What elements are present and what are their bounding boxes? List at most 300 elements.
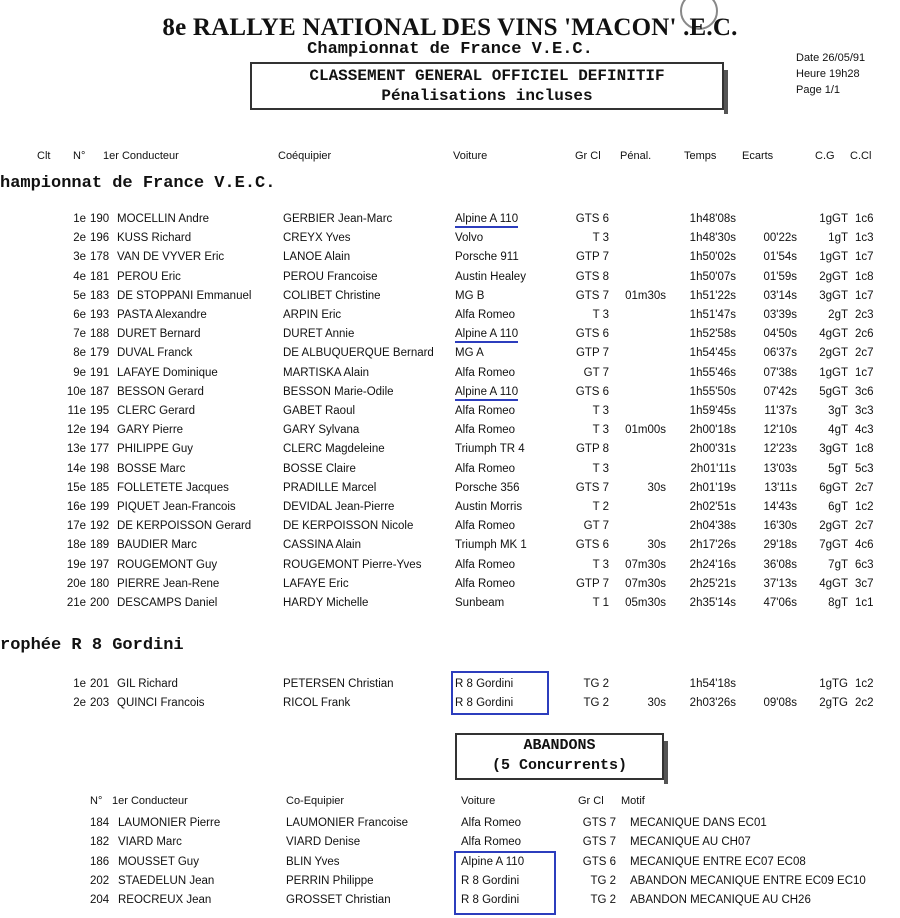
car-cell: Triumph TR 4 <box>455 443 525 456</box>
number-cell: 181 <box>90 270 110 283</box>
rank-cell: 15e <box>66 481 86 494</box>
class-rank-cell: 1c7 <box>855 366 874 379</box>
table-row <box>0 578 900 597</box>
class-rank-cell: 1c8 <box>855 443 874 456</box>
class-rank-cell: 2c7 <box>855 481 874 494</box>
driver-cell: LAFAYE Dominique <box>117 366 218 379</box>
number-cell: 190 <box>90 213 110 225</box>
driver-cell: KUSS Richard <box>117 232 192 245</box>
group-class-cell: GTS 8 <box>575 270 609 283</box>
ab-col-grcl: Gr Cl <box>578 795 604 807</box>
class-rank-cell: 6c3 <box>855 558 874 571</box>
codriver-cell: BESSON Marie-Odile <box>283 385 394 398</box>
number-cell: 178 <box>90 251 110 264</box>
gap-cell: 03'14s <box>763 289 797 302</box>
abandons-count: (5 Concurrents) <box>491 757 628 774</box>
gap-cell: 09'08s <box>763 697 797 709</box>
group-class-cell: T 3 <box>592 405 609 417</box>
class-rank-cell: 3c7 <box>855 577 874 590</box>
penalty-cell: 07m30s <box>625 558 666 571</box>
penalty-cell: 05m30s <box>625 597 666 609</box>
number-cell: 200 <box>90 597 110 609</box>
rank-cell: 14e <box>66 462 86 475</box>
driver-cell: DESCAMPS Daniel <box>117 597 218 609</box>
codriver-cell: GARY Sylvana <box>283 424 360 437</box>
class-rank-cell: 1c7 <box>855 289 874 302</box>
classement-box <box>250 62 724 110</box>
driver-cell: MOCELLIN Andre <box>117 213 210 225</box>
class-rank-cell: 2c7 <box>855 347 874 360</box>
driver-cell: PEROU Eric <box>117 270 181 283</box>
number-cell: 203 <box>90 697 110 709</box>
number-cell: 184 <box>90 817 110 829</box>
number-cell: 194 <box>90 424 110 437</box>
number-cell: 202 <box>90 874 110 887</box>
number-cell: 187 <box>90 385 110 398</box>
general-class-cell: 1gGT <box>819 251 848 264</box>
class-rank-cell: 1c3 <box>855 232 874 245</box>
group-class-cell: GTP 8 <box>575 443 609 456</box>
codriver-cell: HARDY Michelle <box>283 597 369 609</box>
time-cell: 2h25'21s <box>689 577 736 590</box>
general-class-cell: 1gGT <box>819 366 848 379</box>
car-cell: Alfa Romeo <box>461 817 522 829</box>
table-row <box>0 539 900 558</box>
col-clt: Clt <box>37 150 51 162</box>
group-class-cell: GTP 7 <box>575 347 609 360</box>
group-class-cell: T 3 <box>592 558 609 571</box>
time-cell: 1h59'45s <box>689 405 736 417</box>
group-class-cell: GTS 6 <box>575 385 609 398</box>
gordini-highlight-box <box>451 671 549 715</box>
time-cell: 2h00'18s <box>689 424 736 437</box>
driver-cell: QUINCI Francois <box>117 697 205 709</box>
abandon-highlight-box <box>454 851 556 915</box>
general-class-cell: 2gGT <box>819 347 848 360</box>
group-class-cell: GTS 7 <box>575 481 609 494</box>
penalty-cell: 01m00s <box>625 424 666 437</box>
car-cell: Alfa Romeo <box>455 366 516 379</box>
number-cell: 185 <box>90 481 110 494</box>
table-row <box>0 405 900 424</box>
ab-col-coequipier: Co-Equipier <box>286 795 345 807</box>
class-rank-cell: 1c2 <box>855 501 874 513</box>
rank-cell: 11e <box>67 405 86 417</box>
general-class-cell: 3gGT <box>819 289 848 302</box>
time-cell: 2h01'11s <box>690 462 736 475</box>
car-cell: Alfa Romeo <box>455 577 516 590</box>
gap-cell: 12'10s <box>763 424 797 437</box>
number-cell: 182 <box>90 836 110 849</box>
codriver-cell: PRADILLE Marcel <box>283 481 377 494</box>
time-cell: 1h54'18s <box>689 678 736 690</box>
rank-cell: 18e <box>66 539 86 552</box>
page-label: Page 1/1 <box>796 84 841 96</box>
table-row <box>0 328 900 347</box>
driver-cell: PASTA Alexandre <box>117 309 207 321</box>
time-cell: 1h50'07s <box>689 270 736 283</box>
driver-cell: DE STOPPANI Emmanuel <box>117 289 252 302</box>
number-cell: 180 <box>90 577 110 590</box>
general-class-cell: 5gGT <box>819 385 848 398</box>
group-class-cell: GTS 6 <box>575 213 609 225</box>
codriver-cell: LAFAYE Eric <box>283 577 349 590</box>
codriver-cell: CLERC Magdeleine <box>283 443 385 456</box>
class-rank-cell: 1c8 <box>855 270 874 283</box>
ab-col-motif: Motif <box>621 795 645 807</box>
penalty-cell: 30s <box>647 697 666 709</box>
classement-title: CLASSEMENT GENERAL OFFICIEL DEFINITIF <box>309 67 665 85</box>
driver-cell: FOLLETETE Jacques <box>117 481 229 494</box>
general-class-cell: 2gGT <box>819 270 848 283</box>
table-row <box>0 271 900 290</box>
table-row <box>0 894 900 913</box>
gap-cell: 01'54s <box>763 251 797 264</box>
time-cell: 1h51'22s <box>689 289 736 302</box>
rank-cell: 5e <box>73 289 86 302</box>
group-class-cell: GTS 7 <box>582 836 616 849</box>
number-cell: 192 <box>90 520 110 533</box>
car-cell: R 8 Gordini <box>461 894 520 907</box>
codriver-cell: CREYX Yves <box>283 232 351 245</box>
number-cell: 198 <box>90 462 110 475</box>
section-trophee: rophée R 8 Gordini <box>0 636 184 655</box>
gap-cell: 47'06s <box>763 597 797 609</box>
time-cell: 1h50'02s <box>689 251 736 264</box>
car-cell: Sunbeam <box>455 597 505 609</box>
table-row <box>0 697 900 716</box>
gap-cell: 13'11s <box>764 481 797 494</box>
driver-cell: BESSON Gerard <box>117 385 204 398</box>
class-rank-cell: 4c6 <box>855 539 874 552</box>
driver-cell: REOCREUX Jean <box>118 894 212 907</box>
class-rank-cell: 2c2 <box>855 697 874 709</box>
ab-col-voiture: Voiture <box>461 795 496 807</box>
car-cell: Alpine A 110 <box>455 386 518 401</box>
driver-cell: BOSSE Marc <box>117 462 186 475</box>
gap-cell: 13'03s <box>763 462 797 475</box>
codriver-cell: MARTISKA Alain <box>283 366 370 379</box>
car-cell: R 8 Gordini <box>455 697 514 709</box>
rank-cell: 1e <box>73 213 86 225</box>
group-class-cell: GTS 7 <box>582 817 616 829</box>
group-class-cell: T 2 <box>592 501 609 513</box>
penalty-cell: 01m30s <box>625 289 666 302</box>
codriver-cell: ARPIN Eric <box>283 309 342 321</box>
gap-cell: 37'13s <box>763 577 797 590</box>
time-cell: 1h52'58s <box>689 328 736 341</box>
document-title: 8e RALLYE NATIONAL DES VINS 'MACON' .E.C. <box>162 14 738 41</box>
time-cell: 1h55'50s <box>689 385 736 398</box>
driver-cell: DUVAL Franck <box>117 347 193 360</box>
number-cell: 188 <box>90 328 110 341</box>
time-cell: 1h55'46s <box>689 366 736 379</box>
car-cell: Alpine A 110 <box>455 328 518 343</box>
driver-cell: VIARD Marc <box>118 836 182 849</box>
number-cell: 197 <box>90 558 110 571</box>
codriver-cell: DEVIDAL Jean-Pierre <box>283 501 395 513</box>
class-rank-cell: 1c7 <box>855 251 874 264</box>
codriver-cell: COLIBET Christine <box>283 289 381 302</box>
rank-cell: 4e <box>73 270 86 283</box>
rank-cell: 19e <box>66 558 86 571</box>
rank-cell: 21e <box>66 597 86 609</box>
ab-col-conducteur: 1er Conducteur <box>112 795 188 807</box>
class-rank-cell: 1c1 <box>855 597 874 609</box>
number-cell: 193 <box>90 309 110 321</box>
number-cell: 191 <box>90 366 110 379</box>
class-rank-cell: 1c2 <box>855 678 874 690</box>
group-class-cell: T 3 <box>592 232 609 245</box>
driver-cell: PIQUET Jean-Francois <box>117 501 236 513</box>
codriver-cell: CASSINA Alain <box>283 539 361 552</box>
driver-cell: PHILIPPE Guy <box>117 443 194 456</box>
car-cell: Porsche 356 <box>455 481 520 494</box>
time-cell: 2h04'38s <box>689 520 736 533</box>
class-rank-cell: 3c6 <box>855 385 874 398</box>
table-row <box>0 213 900 232</box>
driver-cell: BAUDIER Marc <box>117 539 197 552</box>
time-cell: 2h17'26s <box>689 539 736 552</box>
rank-cell: 20e <box>66 577 86 590</box>
col-temps: Temps <box>684 150 717 162</box>
time-cell: 1h51'47s <box>689 309 736 321</box>
driver-cell: CLERC Gerard <box>117 405 195 417</box>
general-class-cell: 6gT <box>828 501 848 513</box>
general-class-cell: 2gGT <box>819 520 848 533</box>
general-class-cell: 2gTG <box>819 697 848 709</box>
driver-cell: STAEDELUN Jean <box>118 874 215 887</box>
reason-cell: MECANIQUE DANS EC01 <box>630 817 767 829</box>
car-cell: Porsche 911 <box>455 251 519 264</box>
group-class-cell: GTS 6 <box>575 539 609 552</box>
class-rank-cell: 5c3 <box>855 462 874 475</box>
table-row <box>0 347 900 366</box>
driver-cell: LAUMONIER Pierre <box>118 817 221 829</box>
codriver-cell: BLIN Yves <box>286 855 340 868</box>
group-class-cell: GT 7 <box>583 520 609 533</box>
car-cell: Austin Morris <box>455 501 523 513</box>
time-label: Heure 19h28 <box>796 68 860 80</box>
gap-cell: 00'22s <box>763 232 797 245</box>
number-cell: 177 <box>90 443 110 456</box>
table-row <box>0 482 900 501</box>
time-cell: 2h02'51s <box>689 501 736 513</box>
table-row <box>0 520 900 539</box>
rank-cell: 8e <box>73 347 86 360</box>
col-conducteur: 1er Conducteur <box>103 150 179 162</box>
group-class-cell: GTS 6 <box>575 328 609 341</box>
general-class-cell: 8gT <box>828 597 848 609</box>
group-class-cell: GTP 7 <box>575 251 609 264</box>
gap-cell: 12'23s <box>763 443 797 456</box>
group-class-cell: GTS 6 <box>582 855 616 868</box>
col-no: N° <box>73 150 86 162</box>
rank-cell: 2e <box>73 232 86 245</box>
classement-subtitle: Pénalisations incluses <box>381 87 593 105</box>
class-rank-cell: 4c3 <box>855 424 874 437</box>
rank-cell: 1e <box>73 678 86 690</box>
document-subtitle: Championnat de France V.E.C. <box>307 40 593 59</box>
number-cell: 183 <box>90 289 110 302</box>
col-voiture: Voiture <box>453 150 488 162</box>
reason-cell: ABANDON MECANIQUE ENTRE EC09 EC10 <box>630 874 866 887</box>
driver-cell: MOUSSET Guy <box>118 855 199 868</box>
group-class-cell: GTP 7 <box>575 577 609 590</box>
gap-cell: 29'18s <box>763 539 797 552</box>
codriver-cell: PEROU Francoise <box>283 270 378 283</box>
rank-cell: 17e <box>66 520 86 533</box>
driver-cell: PIERRE Jean-Rene <box>117 577 220 590</box>
codriver-cell: PETERSEN Christian <box>283 678 394 690</box>
section-championnat: hampionnat de France V.E.C. <box>0 174 276 193</box>
gap-cell: 14'43s <box>763 501 797 513</box>
rank-cell: 7e <box>73 328 86 341</box>
car-cell: Alpine A 110 <box>461 855 525 868</box>
driver-cell: GIL Richard <box>117 678 178 690</box>
number-cell: 204 <box>90 894 110 907</box>
table-row <box>0 290 900 309</box>
table-row <box>0 856 900 875</box>
rank-cell: 12e <box>66 424 86 437</box>
col-grcl: Gr Cl <box>575 150 601 162</box>
penalty-cell: 30s <box>647 539 666 552</box>
number-cell: 189 <box>90 539 110 552</box>
group-class-cell: GTS 7 <box>575 289 609 302</box>
general-class-cell: 7gT <box>828 558 848 571</box>
table-row <box>0 232 900 251</box>
reason-cell: MECANIQUE ENTRE EC07 EC08 <box>630 855 806 868</box>
gap-cell: 06'37s <box>763 347 797 360</box>
table-row <box>0 251 900 270</box>
gap-cell: 11'37s <box>764 405 797 417</box>
number-cell: 196 <box>90 232 110 245</box>
gap-cell: 07'38s <box>763 366 797 379</box>
class-rank-cell: 3c3 <box>855 405 874 417</box>
gap-cell: 16'30s <box>763 520 797 533</box>
time-cell: 2h24'16s <box>689 558 736 571</box>
rank-cell: 6e <box>73 309 86 321</box>
codriver-cell: DURET Annie <box>283 328 355 341</box>
codriver-cell: ROUGEMONT Pierre-Yves <box>283 558 422 571</box>
gap-cell: 03'39s <box>763 309 797 321</box>
car-cell: R 8 Gordini <box>461 874 520 887</box>
car-cell: MG B <box>455 289 485 302</box>
table-row <box>0 309 900 328</box>
general-class-cell: 6gGT <box>819 481 848 494</box>
driver-cell: DE KERPOISSON Gerard <box>117 520 252 533</box>
rank-cell: 3e <box>73 251 86 264</box>
general-class-cell: 1gT <box>828 232 848 245</box>
car-cell: Alfa Romeo <box>455 309 516 321</box>
table-row <box>0 817 900 836</box>
general-class-cell: 1gGT <box>819 213 848 225</box>
class-rank-cell: 1c6 <box>855 213 874 225</box>
gap-cell: 07'42s <box>763 385 797 398</box>
driver-cell: VAN DE VYVER Eric <box>117 251 225 264</box>
penalty-cell: 07m30s <box>625 577 666 590</box>
general-class-cell: 4gGT <box>819 328 848 341</box>
rank-cell: 13e <box>66 443 86 456</box>
rank-cell: 16e <box>66 501 86 513</box>
class-rank-cell: 2c3 <box>855 309 874 321</box>
box-shadow <box>724 70 728 114</box>
table-row <box>0 386 900 405</box>
table-row <box>0 367 900 386</box>
col-ecarts: Ecarts <box>742 150 774 162</box>
codriver-cell: LANOE Alain <box>283 251 351 264</box>
car-cell: MG A <box>455 347 484 360</box>
ab-col-no: N° <box>90 795 103 807</box>
table-row <box>0 463 900 482</box>
reason-cell: MECANIQUE AU CH07 <box>630 836 751 849</box>
codriver-cell: VIARD Denise <box>286 836 361 849</box>
general-class-cell: 3gGT <box>819 443 848 456</box>
col-penal: Pénal. <box>620 150 652 162</box>
gap-cell: 01'59s <box>763 270 797 283</box>
time-cell: 2h35'14s <box>689 597 736 609</box>
car-cell: Alfa Romeo <box>455 520 516 533</box>
general-class-cell: 2gT <box>828 309 848 321</box>
general-class-cell: 4gGT <box>819 577 848 590</box>
time-cell: 1h48'08s <box>689 213 736 225</box>
car-cell: Volvo <box>455 232 484 245</box>
rank-cell: 2e <box>73 697 86 709</box>
car-cell: Alfa Romeo <box>455 462 516 475</box>
car-cell: Alpine A 110 <box>455 213 518 228</box>
col-cg: C.G <box>815 150 835 162</box>
general-class-cell: 1gTG <box>819 678 848 690</box>
time-cell: 1h48'30s <box>689 232 736 245</box>
gap-cell: 04'50s <box>763 328 797 341</box>
table-row <box>0 559 900 578</box>
driver-cell: DURET Bernard <box>117 328 201 341</box>
general-class-cell: 5gT <box>828 462 848 475</box>
car-cell: Austin Healey <box>455 270 526 283</box>
rank-cell: 10e <box>66 385 86 398</box>
time-cell: 1h54'45s <box>689 347 736 360</box>
general-class-cell: 7gGT <box>819 539 848 552</box>
car-cell: Triumph MK 1 <box>455 539 527 552</box>
time-cell: 2h01'19s <box>689 481 736 494</box>
group-class-cell: TG 2 <box>583 678 609 690</box>
car-cell: Alfa Romeo <box>455 405 516 417</box>
codriver-cell: LAUMONIER Francoise <box>286 817 409 829</box>
time-cell: 2h00'31s <box>689 443 736 456</box>
abandons-box <box>455 733 664 780</box>
penalty-cell: 30s <box>647 481 666 494</box>
codriver-cell: BOSSE Claire <box>283 462 356 475</box>
table-row <box>0 424 900 443</box>
codriver-cell: GABET Raoul <box>283 405 356 417</box>
table-row <box>0 678 900 697</box>
codriver-cell: PERRIN Philippe <box>286 874 374 887</box>
driver-cell: ROUGEMONT Guy <box>117 558 218 571</box>
group-class-cell: TG 2 <box>590 874 616 887</box>
group-class-cell: TG 2 <box>590 894 616 907</box>
car-cell: Alfa Romeo <box>455 424 516 437</box>
date-label: Date 26/05/91 <box>796 52 866 64</box>
codriver-cell: DE ALBUQUERQUE Bernard <box>283 347 434 360</box>
number-cell: 186 <box>90 855 110 868</box>
car-cell: Alfa Romeo <box>461 836 522 849</box>
abandons-title: ABANDONS <box>523 737 596 754</box>
group-class-cell: TG 2 <box>583 697 609 709</box>
car-cell: Alfa Romeo <box>455 558 516 571</box>
class-rank-cell: 2c7 <box>855 520 874 533</box>
table-row <box>0 875 900 894</box>
number-cell: 195 <box>90 405 110 417</box>
